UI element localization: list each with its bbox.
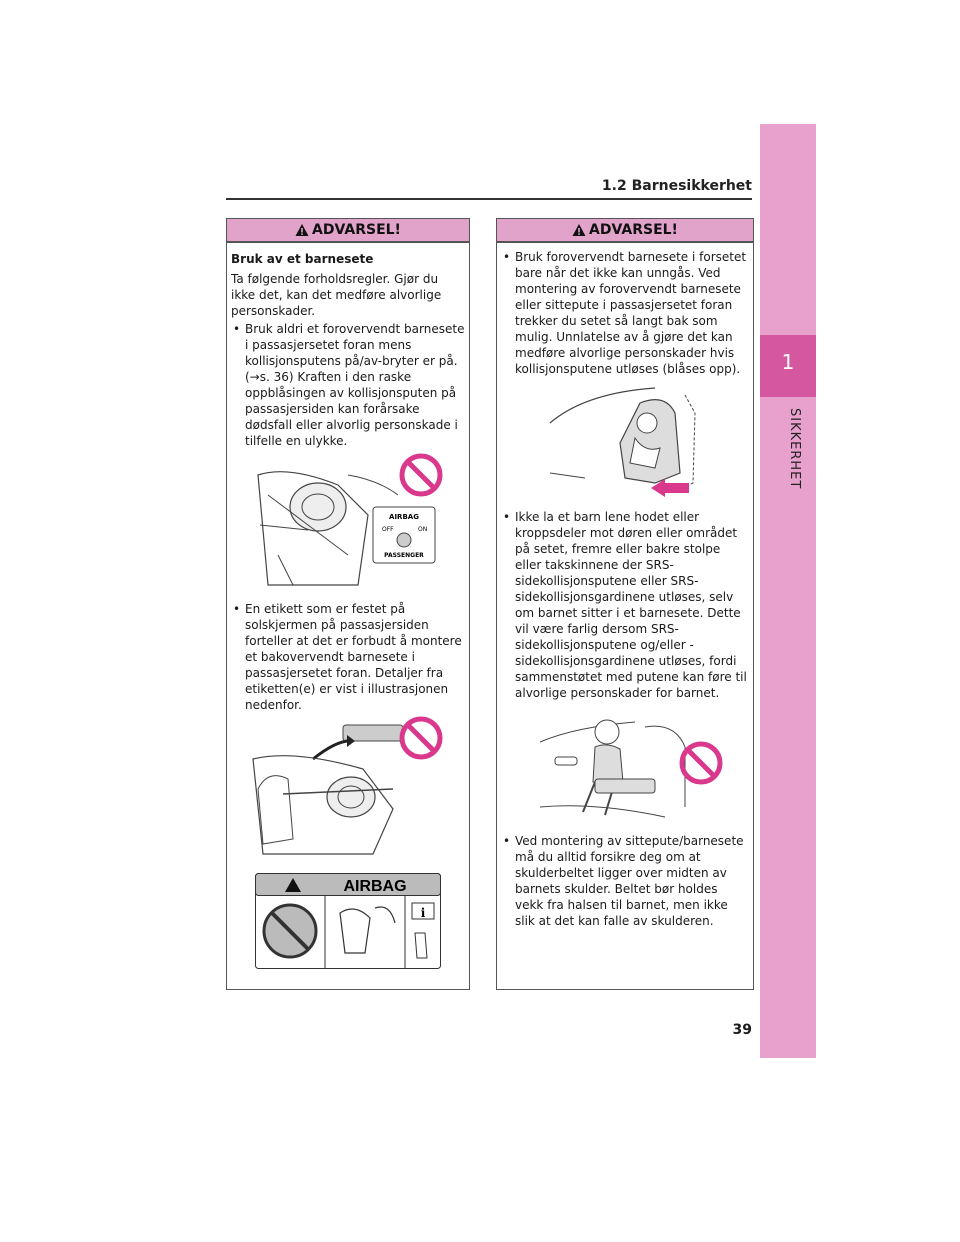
warning-box-right (496, 218, 754, 990)
page-number: 39 (732, 1022, 752, 1038)
chapter-label: SIKKERHET (787, 408, 802, 490)
warning-header (497, 219, 753, 243)
svg-text:i: i (420, 906, 426, 920)
prohibition-icon (677, 739, 725, 787)
warning-title: ADVARSEL! (589, 222, 678, 238)
section-title: 1.2 Barnesikkerhet (601, 178, 752, 194)
subheading: Bruk av et barnesete (231, 252, 374, 266)
chapter-side-tab (760, 124, 816, 1058)
chapter-number: 1 (781, 350, 795, 374)
child-seat-illustration (545, 383, 705, 503)
bullet-item: • En etikett som er festet på solskjermen på passasjersiden forteller at det er forbudt å montere et bakovervendt barnesete i passasjersetet foran. Detaljer fra etiketten(e) er vist i illustrasjonen nedenfor. (231, 601, 465, 713)
warning-triangle-icon (572, 223, 586, 237)
bullet-item: • Ved montering av sittepute/barnesete må du alltid forsikre deg om at skulderbeltet ligger over midten av barnets skulder. Beltet bør holdes vekk fra halsen til barnet, men ikke slik at det kan falle av skulderen. (501, 833, 749, 929)
airbag-warning-label (255, 873, 441, 969)
label-airbag-text: AIRBAG (343, 878, 407, 895)
prohibition-icon (397, 451, 445, 499)
header-rule (226, 198, 752, 200)
intro-text: Ta følgende forholdsregler. Gjør du ikke det, kan det medføre alvorlige personskader. (231, 272, 442, 318)
bullet-item: • Bruk aldri et forovervendt barnesete i passasjersetet foran mens kollisjonsputens på/av-bryter er på. (→s. 36) Kraften i den raske oppblåsingen av kollisjonsputen på passasjersiden kan forårsake dødsfall eller alvorlig personskade i tilfelle en ulykke. (231, 321, 465, 449)
indicator-on-text: ON (418, 526, 428, 533)
prohibition-icon (397, 714, 445, 762)
warning-box-left (226, 218, 470, 990)
warning-title: ADVARSEL! (312, 222, 401, 238)
warning-header (227, 219, 469, 243)
warning-triangle-icon (295, 223, 309, 237)
bullet-item: • Ikke la et barn lene hodet eller kroppsdeler mot døren eller området på setet, fremre eller bakre stolpe eller takskinnene der SRS-sidekollisjonsputene eller SRS-sidekollisjonsgardinene utløses, selv om barnet sitter i et barnesete. Dette vil være farlig dersom SRS-sidekollisjonsputene og/eller -sidekollisjonsgardinene utløses, fordi sammenstøtet med putene kan føre til alvorlige personskader for barnet. (501, 509, 749, 701)
indicator-passenger-text: PASSENGER (384, 552, 424, 559)
bullet-item: • Bruk forovervendt barnesete i forsetet bare når det ikke kan unngås. Ved montering av forovervendt barnesete eller sittepute i passasjersetet foran trekker du setet så langt bak som mulig. Unnlatelse av å gjøre det kan medføre alvorlige personskader hvis kollisjonsputene utløses (blåses opp). (501, 249, 749, 377)
indicator-off-text: OFF (382, 526, 394, 533)
indicator-airbag-text: AIRBAG (389, 513, 419, 521)
